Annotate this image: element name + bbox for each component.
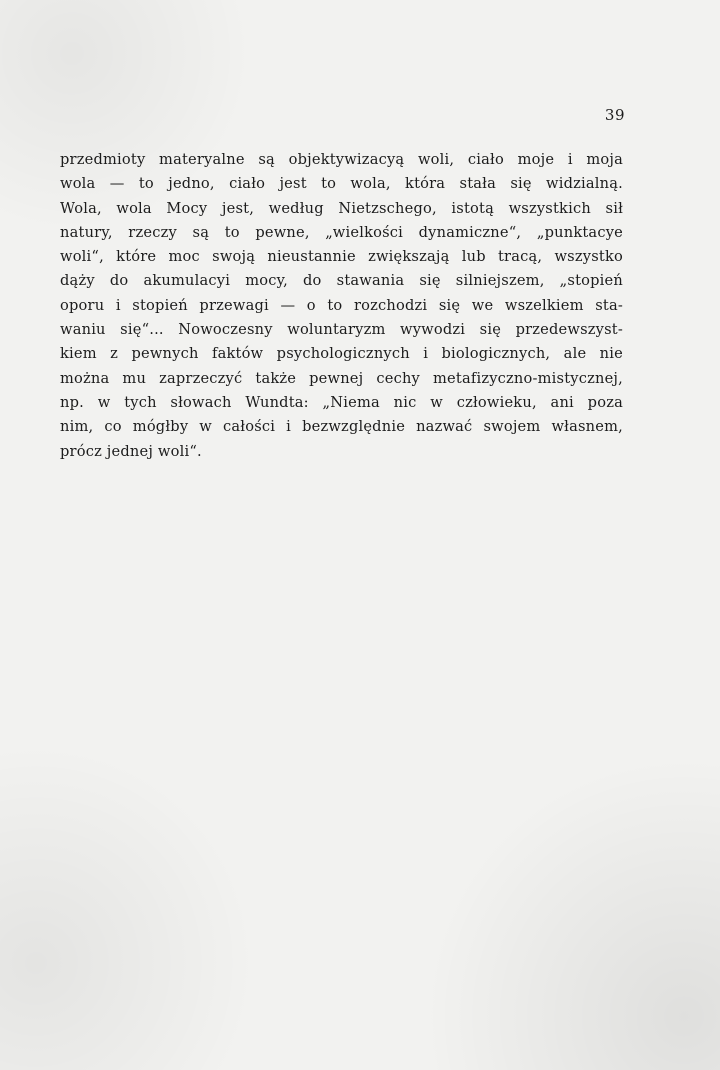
text-line-7: oporu i stopień przewagi — o to rozchodzi się we wszelkiem sta- bbox=[60, 296, 623, 314]
page-number: 39 bbox=[604, 106, 625, 124]
text-line-2: wola — to jedno, ciało jest to wola, która stała się widzialną. bbox=[60, 175, 623, 193]
text-line-3: Wola, wola Mocy jest, według Nietzschego, istotą wszystkich sił bbox=[60, 199, 623, 217]
text-line-1: przedmioty materyalne są objektywizacyą woli, ciało moje i moja bbox=[60, 151, 623, 168]
text-line-5: woli“, które moc swoją nieustannie zwiększają lub tracą, wszystko bbox=[60, 248, 623, 266]
body-text bbox=[60, 148, 623, 464]
text-line-13: prócz jednej woli“. bbox=[60, 442, 202, 460]
text-line-4: natury, rzeczy są to pewne, „wielkości dynamiczne“, „punktacye bbox=[60, 223, 623, 241]
text-line-12: nim, co mógłby w całości i bezwzględnie nazwać swojem własnem, bbox=[60, 418, 623, 436]
text-line-10: można mu zaprzeczyć także pewnej cechy metafizyczno-mistycznej, bbox=[60, 369, 623, 387]
text-line-9: kiem z pewnych faktów psychologicznych i biologicznych, ale nie bbox=[60, 345, 623, 363]
text-line-8: waniu się“... Nowoczesny woluntaryzm wywodzi się przedewszyst- bbox=[60, 321, 623, 339]
text-line-6: dąży do akumulacyi mocy, do stawania się silniejszem, „stopień bbox=[60, 272, 623, 290]
text-line-11: np. w tych słowach Wundta: „Niema nic w człowieku, ani poza bbox=[60, 393, 623, 411]
